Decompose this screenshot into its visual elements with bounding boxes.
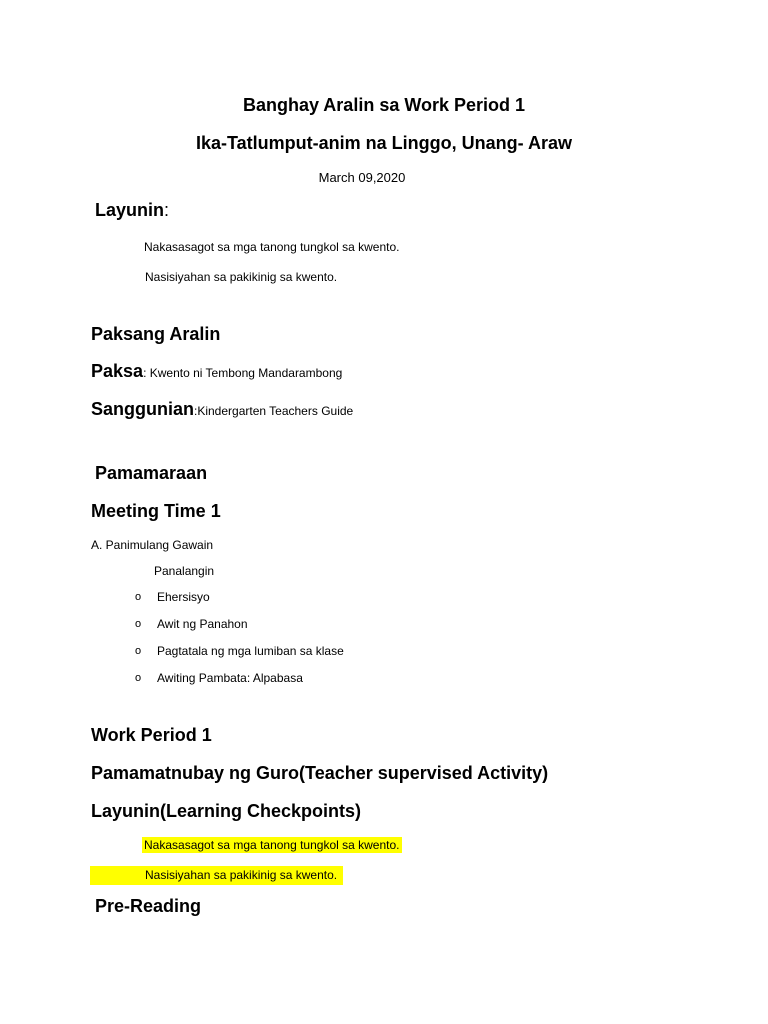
paksa-line <box>91 361 342 382</box>
bullet-marker: o <box>135 618 142 630</box>
pre-reading-heading: Pre-Reading <box>95 896 202 916</box>
highlighted-objective-2: Nasisiyahan sa pakikinig sa kwento. <box>145 868 338 882</box>
list-item: Awit ng Panahon <box>157 617 248 631</box>
layunin-colon: : <box>164 200 170 220</box>
paksang-aralin-heading: Paksang Aralin <box>91 324 221 344</box>
highlighted-objective-2-bar <box>90 866 343 885</box>
layunin-item-2: Nasisiyahan sa pakikinig sa kwento. <box>145 270 338 284</box>
layunin-heading <box>95 200 169 221</box>
work-period-heading: Work Period 1 <box>91 725 212 745</box>
list-item: Awiting Pambata: Alpabasa <box>157 671 303 685</box>
sanggunian-value: :Kindergarten Teachers Guide <box>194 404 354 418</box>
bullet-marker: o <box>135 645 142 657</box>
learning-checkpoints-heading: Layunin(Learning Checkpoints) <box>91 801 362 821</box>
pamamaraan-heading: Pamamaraan <box>95 463 208 483</box>
document-title: Banghay Aralin sa Work Period 1 <box>242 95 526 115</box>
list-item: Pagtatala ng mga lumiban sa klase <box>157 644 344 658</box>
layunin-item-1: Nakasasagot sa mga tanong tungkol sa kwento. <box>144 240 400 254</box>
layunin-label: Layunin <box>95 200 165 220</box>
teacher-supervised-heading: Pamamatnubay ng Guro(Teacher supervised Activity) <box>91 763 549 783</box>
paksa-label: Paksa <box>91 361 144 381</box>
bullet-marker: o <box>135 672 142 684</box>
document-subtitle: Ika-Tatlumput-anim na Linggo, Unang- Araw <box>196 133 572 153</box>
sanggunian-line <box>91 399 353 420</box>
panimulang-gawain: A. Panimulang Gawain <box>91 538 214 552</box>
sanggunian-label: Sanggunian <box>91 399 194 419</box>
panalangin: Panalangin <box>154 564 215 578</box>
highlighted-objective-1: Nakasasagot sa mga tanong tungkol sa kwento. <box>144 838 400 852</box>
bullet-marker: o <box>135 591 142 603</box>
paksa-value: : Kwento ni Tembong Mandarambong <box>143 366 343 380</box>
meeting-time-heading: Meeting Time 1 <box>91 501 221 521</box>
document-date: March 09,2020 <box>318 170 406 185</box>
list-item: Ehersisyo <box>157 590 210 604</box>
